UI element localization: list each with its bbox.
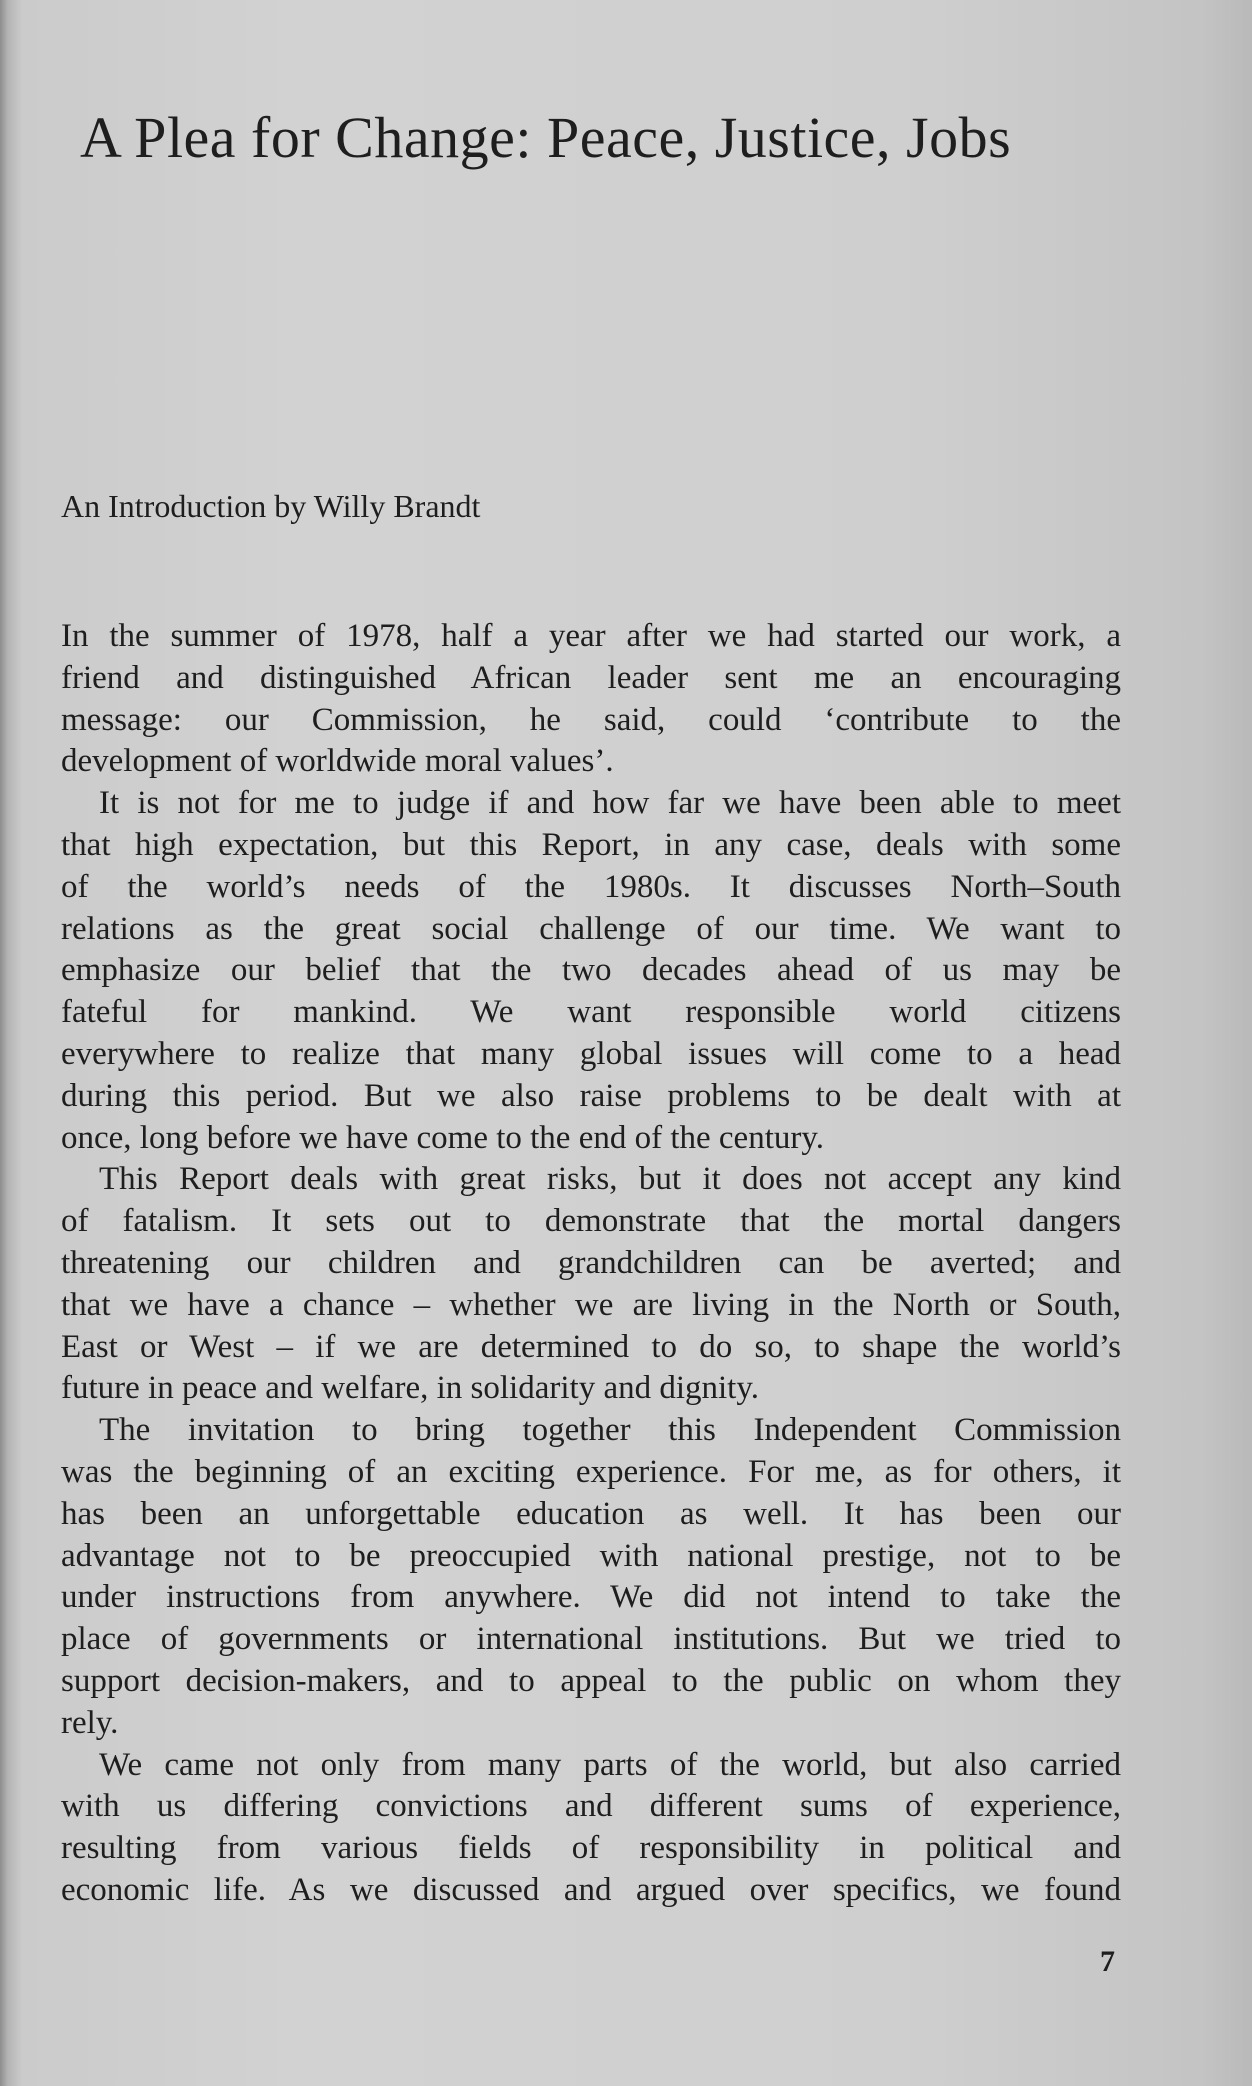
- text-line: support decision-makers, and to appeal to the public on whom they: [61, 1662, 1121, 1699]
- text-line: of the world’s needs of the 1980s. It discusses North–South: [61, 868, 1121, 905]
- text-line: that high expectation, but this Report, in any case, deals with some: [61, 826, 1121, 863]
- text-line: East or West – if we are determined to do so, to shape the world’s: [61, 1328, 1121, 1365]
- text-line: friend and distinguished African leader sent me an encouraging: [61, 659, 1121, 696]
- text-line: This Report deals with great risks, but it does not accept any kind: [99, 1161, 1121, 1198]
- byline: An Introduction by Willy Brandt: [61, 488, 481, 524]
- text-line: advantage not to be preoccupied with national prestige, not to be: [61, 1537, 1121, 1574]
- text-line: during this period. But we also raise problems to be dealt with at: [61, 1077, 1121, 1114]
- text-line: that we have a chance – whether we are living in the North or South,: [61, 1286, 1121, 1323]
- text-line: message: our Commission, he said, could ‘contribute to the: [61, 701, 1121, 738]
- text-line: The invitation to bring together this Independent Commission: [99, 1412, 1121, 1449]
- text-line: place of governments or international institutions. But we tried to: [61, 1621, 1121, 1658]
- text-line: future in peace and welfare, in solidarity and dignity.: [61, 1370, 759, 1407]
- text-line: development of worldwide moral values’.: [61, 743, 614, 780]
- text-line: has been an unforgettable education as well. It has been our: [61, 1495, 1121, 1532]
- text-line: everywhere to realize that many global issues will come to a head: [61, 1035, 1121, 1072]
- text-line: was the beginning of an exciting experience. For me, as for others, it: [61, 1453, 1121, 1490]
- text-line: fateful for mankind. We want responsible world citizens: [61, 994, 1121, 1031]
- text-line: We came not only from many parts of the world, but also carried: [99, 1746, 1121, 1783]
- text-line: under instructions from anywhere. We did not intend to take the: [61, 1579, 1121, 1616]
- text-line: resulting from various fields of responsibility in political and: [61, 1830, 1121, 1867]
- body-text: [61, 616, 1121, 1912]
- text-line: emphasize our belief that the two decades ahead of us may be: [61, 952, 1121, 989]
- text-line: once, long before we have come to the end of the century.: [61, 1119, 824, 1156]
- text-line: of fatalism. It sets out to demonstrate that the mortal dangers: [61, 1203, 1121, 1240]
- text-line: In the summer of 1978, half a year after we had started our work, a: [61, 618, 1121, 654]
- text-line: economic life. As we discussed and argued over specifics, we found: [61, 1871, 1121, 1908]
- page-title: A Plea for Change: Peace, Justice, Jobs: [80, 105, 1012, 170]
- text-line: It is not for me to judge if and how far we have been able to meet: [99, 785, 1121, 822]
- text-line: threatening our children and grandchildren can be averted; and: [61, 1244, 1121, 1281]
- text-line: with us differing convictions and different sums of experience,: [61, 1788, 1121, 1825]
- page-number: 7: [1100, 1945, 1115, 1978]
- text-line: relations as the great social challenge of our time. We want to: [61, 910, 1121, 947]
- text-line: rely.: [61, 1704, 119, 1741]
